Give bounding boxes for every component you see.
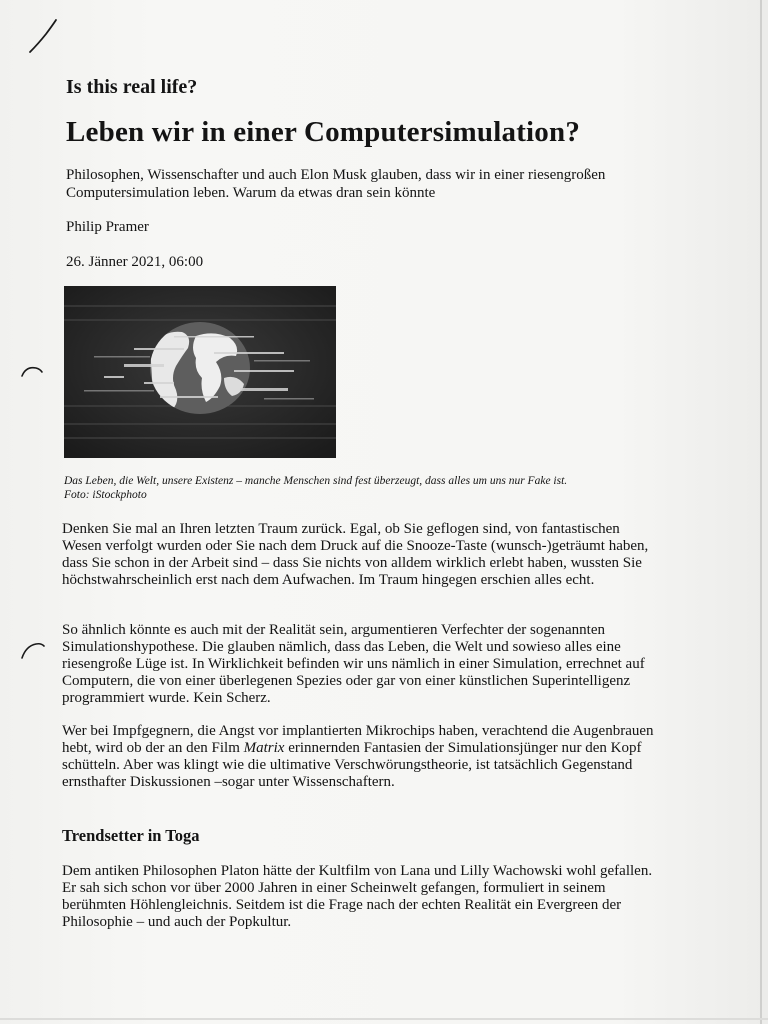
- paragraph-text: Wer bei Impfgegnern, die Angst vor implantierten Mikrochips haben, verachtend die Augenbrauen hebt, wird ob der an den Film: [62, 723, 654, 756]
- article-date: 26. Jänner 2021, 06:00: [66, 254, 204, 270]
- article-title: Leben wir in einer Computersimulation?: [66, 116, 581, 148]
- body-paragraph: [62, 723, 662, 791]
- body-paragraph: Dem antiken Philosophen Platon hätte der Kultfilm von Lana und Lilly Wachowski wohl gefallen. Er sah sich schon vor über 2000 Jahren in einer Scheinwelt gefangen, formuliert in seinem berühmten Höhlengleichnis. Seitdem ist die Frage nach der echten Realität ein Evergreen der Philosophie – und auch der Popkultur.: [62, 863, 653, 930]
- paragraph-text: erinnernden Fantasien der Simulationsjünger nur den Kopf schütteln. Aber was klingt wie die ultimative Verschwörungstheorie, ist tatsächlich Gegenstand ernsthafter Diskussionen –sogar unter Wissenschaftern.: [62, 740, 642, 790]
- body-paragraph: Denken Sie mal an Ihren letzten Traum zurück. Egal, ob Sie geflogen sind, von fantastischen Wesen verfolgt wurden oder Sie nach dem Druck auf die Snooze-Taste (wunsch-)geträumt haben, dass Sie schon in der Arbeit sind – dass Sie nichts von alldem wirklich erlebt haben, wussten Sie höchstwahrscheinlich erst nach dem Aufwachen. Im Traum hingegen erschien alles echt.: [62, 521, 649, 588]
- film-title: Matrix: [243, 740, 285, 756]
- paper-edge-bottom: [0, 1018, 768, 1020]
- caption-text: Das Leben, die Welt, unsere Existenz – manche Menschen sind fest überzeugt, dass alles um uns nur Fake ist.: [64, 475, 568, 487]
- body-paragraph: So ähnlich könnte es auch mit der Realität sein, argumentieren Verfechter der sogenannten Simulationshypothese. Die glauben nämlich, dass das Leben, die Welt und sowieso alles eine riesengroße Lüge ist. In Wirklichkeit befinden wir uns nämlich in einer Simulation, errechnet auf Computern, die von einer überlegenen Spezies oder gar von einer künstlichen Superintelligenz programmiert wurde. Kein Scherz.: [62, 622, 645, 706]
- paper-edge-right: [760, 0, 762, 1024]
- image-caption: [64, 474, 664, 502]
- pen-hook-mark: [20, 640, 46, 662]
- pen-hook-mark: [20, 362, 44, 380]
- article-kicker: Is this real life?: [66, 76, 198, 98]
- section-subheading: Trendsetter in Toga: [62, 826, 200, 845]
- photo-credit: Foto: iStockphoto: [64, 489, 147, 501]
- article-author: Philip Pramer: [66, 219, 149, 235]
- article-lead: Philosophen, Wissenschafter und auch Elon Musk glauben, dass wir in einer riesengroßen Computersimulation leben. Warum da etwas dran sein könnte: [66, 167, 606, 201]
- glitched-globe-image: [64, 286, 336, 458]
- pen-stroke-mark: [26, 16, 60, 56]
